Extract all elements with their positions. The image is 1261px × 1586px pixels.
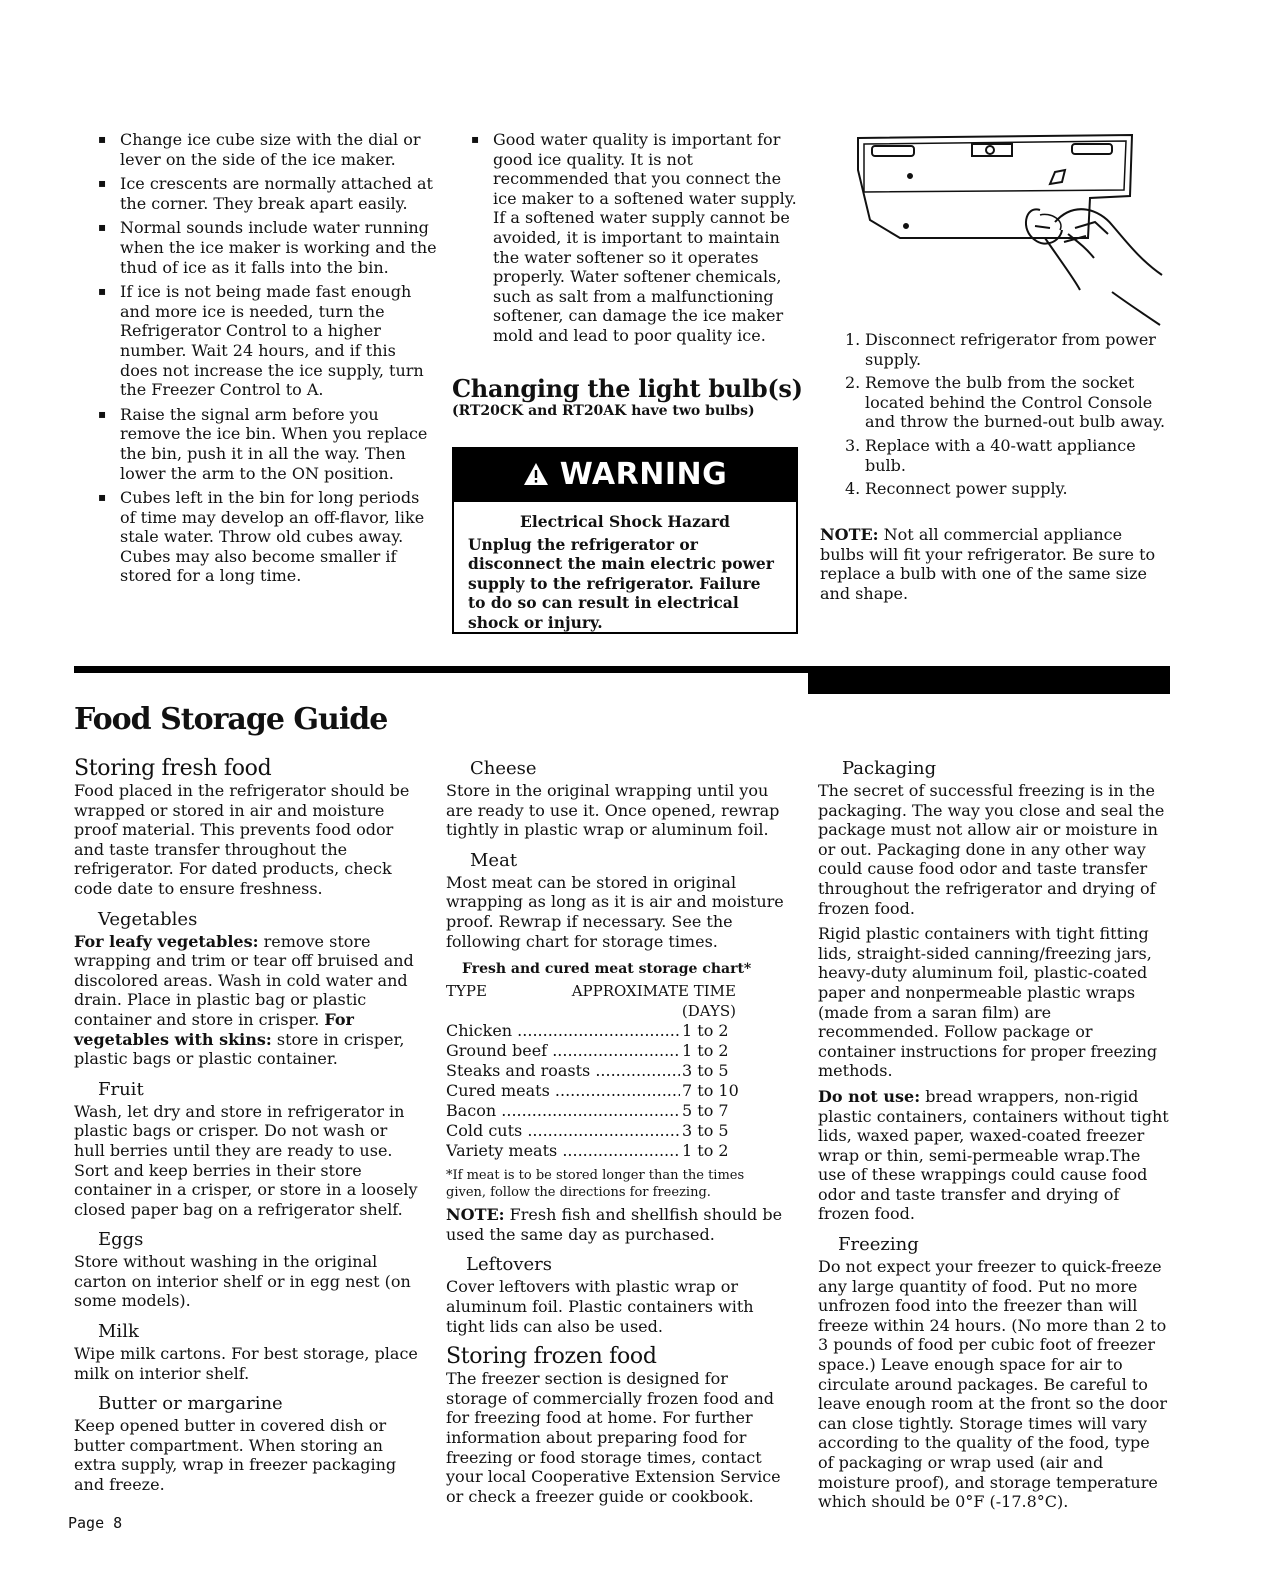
step-item: 4. Reconnect power supply.	[845, 479, 1068, 499]
bulb-illustration	[850, 130, 1170, 330]
list-item: ▪ Raise the signal arm before you remove the ice bin. When you replace the bin, push it in all the way. Then lower the arm to the ON position.	[92, 405, 437, 483]
cheese-title: Cheese	[470, 758, 537, 779]
icemaker-tips-list	[92, 130, 437, 591]
table-row: Cold cuts ..... 3 to 5	[446, 1121, 736, 1141]
packaging-title: Packaging	[842, 758, 937, 779]
eggs-text: Store without washing in the original carton on interior shelf or in egg nest (on some models).	[74, 1252, 411, 1311]
light-bulb-subtitle: (RT20CK and RT20AK have two bulbs)	[452, 403, 755, 419]
step-item: 2. Remove the bulb from the socket located behind the Control Console and throw the burned-out bulb away.	[845, 373, 1166, 432]
packaging-text-1: The secret of successful freezing is in the packaging. The way you close and seal the package must not allow air or moisture in or out. Packaging done in any other way could cause food odor and taste transfer throughout the refrigerator and drying of frozen food.	[818, 781, 1165, 918]
list-item: ▪ Change ice cube size with the dial or lever on the side of the ice maker.	[92, 130, 437, 169]
table-row: Bacon ..... 5 to 7	[446, 1101, 736, 1121]
milk-text: Wipe milk cartons. For best storage, place milk on interior shelf.	[74, 1344, 418, 1383]
vegetables-title: Vegetables	[98, 908, 198, 930]
warning-box	[452, 447, 798, 634]
list-item: ▪ If ice is not being made fast enough and more ice is needed, turn the Refrigerator Control to a higher number. Wait 24 hours, and if this does not increase the ice supply, turn the Freezer Control to A.	[92, 282, 437, 400]
list-item: ▪ Ice crescents are normally attached at the corner. They break apart easily.	[92, 174, 437, 213]
list-item: ▪ Normal sounds include water running when the ice maker is working and the thud of ice as it falls into the bin.	[92, 218, 437, 277]
meat-chart-footnote: *If meat is to be stored longer than the times given, follow the directions for freezing.	[446, 1168, 745, 1201]
step-item: 1. Disconnect refrigerator from power supply.	[845, 330, 1156, 369]
do-not-use-text: Do not use: bread wrappers, non-rigid plastic containers, containers without tight lids, waxed paper, waxed-coated freezer wrap or thin, semi-permeable wrap.The use of these wrappings could cause food odor and taste transfer and drying of frozen food.	[818, 1086, 1169, 1224]
fresh-food-intro: Food placed in the refrigerator should be wrapped or stored in air and moisture proof material. This prevents food odor and taste transfer throughout the refrigerator. For dated products, check code date to ensure freshness.	[74, 781, 410, 898]
table-row: Cured meats ..... 7 to 10	[446, 1081, 736, 1101]
warning-header	[454, 449, 796, 502]
step-item: 3. Replace with a 40-watt appliance bulb.	[845, 435, 1136, 475]
warning-title: Electrical Shock Hazard	[520, 512, 730, 531]
table-row: Steaks and roasts ..... 3 to 5	[446, 1061, 736, 1081]
light-bulb-steps	[845, 330, 1170, 503]
butter-text: Keep opened butter in covered dish or butter compartment. When storing an extra supply, wrap in freezer packaging and freeze.	[74, 1416, 397, 1495]
page-title: Food Storage Guide	[74, 702, 388, 737]
warning-text: Unplug the refrigerator or disconnect the main electric power supply to the refrigerator. Failure to do so can result in electrical shock or injury.	[468, 534, 774, 632]
packaging-column	[818, 758, 1170, 1512]
freezing-title: Freezing	[838, 1234, 919, 1256]
page-number: Page 8	[68, 1514, 123, 1532]
table-row: Ground beef ..... 1 to 2	[446, 1041, 736, 1061]
col-time-unit: (DAYS)	[681, 1002, 736, 1021]
table-row: Variety meats ..... 1 to 2	[446, 1141, 736, 1161]
meat-title: Meat	[470, 849, 518, 871]
col-time: APPROXIMATE TIME	[571, 982, 736, 1001]
warning-triangle-icon	[523, 457, 560, 492]
eggs-title: Eggs	[98, 1229, 144, 1251]
packaging-text-2: Rigid plastic containers with tight fitting lids, straight-sided canning/freezing jars, heavy-duty aluminum foil, plastic-coated paper and nonpermeable plastic wraps (made from a saran film) are recommended. Follow package or container instructions for proper freezing methods.	[818, 924, 1158, 1081]
butter-title: Butter or margarine	[98, 1393, 283, 1415]
fruit-title: Fruit	[98, 1078, 144, 1100]
milk-title: Milk	[98, 1321, 139, 1343]
fish-note: NOTE: Fresh fish and shellfish should be used the same day as purchased.	[446, 1205, 783, 1244]
section-divider-tab	[808, 666, 1170, 694]
list-item: ▪ Cubes left in the bin for long periods of time may develop an off-flavor, like stale water. Throw old cubes away. Cubes may also become smaller if stored for a long time.	[92, 488, 437, 586]
fresh-food-title: Storing fresh food	[74, 756, 272, 781]
fruit-text: Wash, let dry and store in refrigerator in plastic bags or crisper. Do not wash or hull berries until they are ready to use. Sort and keep berries in their store container in a crisper, or store in a loosely closed paper bag on a refrigerator shelf.	[74, 1101, 418, 1219]
frozen-food-title: Storing frozen food	[446, 1344, 657, 1370]
water-quality-list	[465, 130, 805, 351]
leftovers-text: Cover leftovers with plastic wrap or aluminum foil. Plastic containers with tight lids can also be used.	[446, 1277, 754, 1336]
light-bulb-note: NOTE: Not all commercial appliance bulbs will fit your refrigerator. Be sure to replace a bulb with one of the same size and shape.	[820, 525, 1156, 603]
cheese-text: Store in the original wrapping until you are ready to use it. Once opened, rewrap tightly in plastic wrap or aluminum foil.	[446, 781, 780, 840]
meat-text: Most meat can be stored in original wrapping as long as it is air and moisture proof. Rewrap if necessary. See the following chart for storage times.	[446, 872, 784, 951]
warning-body	[454, 502, 796, 639]
col-type: TYPE	[446, 982, 487, 1001]
freezing-text: Do not expect your freezer to quick-freeze any large quantity of food. Put no more unfrozen food into the freezer than will freeze within 24 hours. (No more than 2 to 3 pounds of food per cubic foot of freezer space.) Leave enough space for air to circulate around packages. Be careful to leave enough room at the front so the door can close tightly. Storage times will vary according to the quality of the food, type of packaging or wrap used (air and moisture proof), and storage temperature which should be 0°F (-17.8°C).	[818, 1257, 1167, 1512]
light-bulb-heading	[452, 374, 812, 419]
vegetables-text: For leafy vegetables: remove store wrapping and trim or tear off bruised and discolored areas. Wash in cold water and drain. Place in plastic bag or plastic container and store in crisper. For vegetables with skins: store in crisper, plastic bags or plastic container.	[74, 931, 414, 1069]
meat-chart-header	[446, 981, 736, 1001]
cheese-meat-column	[446, 758, 788, 1506]
warning-label: WARNING	[559, 457, 728, 492]
water-quality-tip: ▪ Good water quality is important for good ice quality. It is not recommended that you connect the ice maker to a softened water supply. If a softened water supply cannot be avoided, it is important to maintain the water softener so it operates properly. Water softener chemicals, such as salt from a malfunctioning softener, can damage the ice maker mold and lead to poor quality ice.	[465, 130, 805, 346]
fresh-food-column	[74, 756, 419, 1495]
table-row: Chicken ..... 1 to 2	[446, 1021, 736, 1041]
frozen-food-text: The freezer section is designed for storage of commercially frozen food and for freezing food at home. For further information about preparing food for freezing or food storage times, contact your local Cooperative Extension Service or check a freezer guide or cookbook.	[446, 1369, 781, 1506]
meat-chart-title: Fresh and cured meat storage chart*	[462, 961, 752, 978]
meat-chart	[446, 981, 739, 1161]
light-bulb-title: Changing the light bulb(s)	[452, 374, 803, 403]
leftovers-title: Leftovers	[466, 1254, 553, 1276]
